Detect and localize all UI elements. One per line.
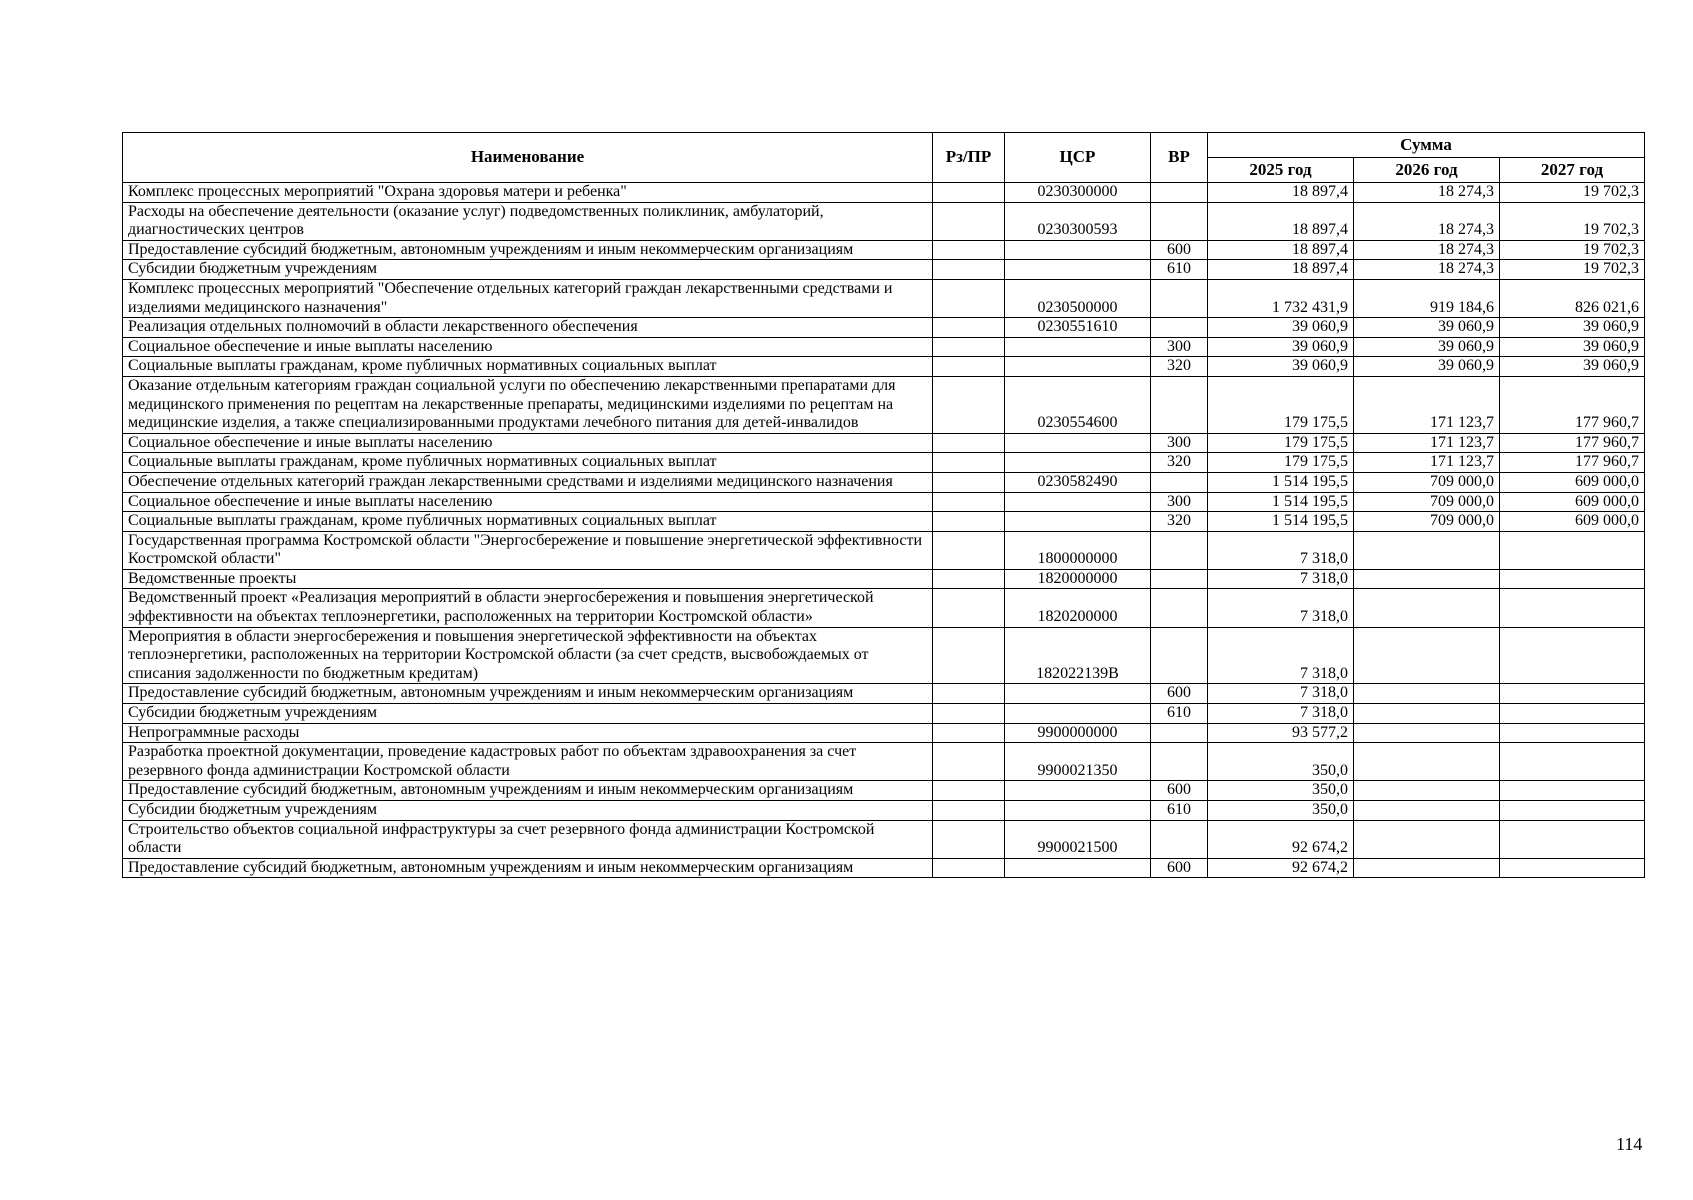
cell-vr	[1151, 820, 1208, 858]
cell-2025: 7 318,0	[1208, 589, 1354, 627]
table-row	[123, 781, 1645, 801]
cell-name: Непрограммные расходы	[123, 723, 933, 743]
cell-2026	[1354, 627, 1500, 684]
cell-csr: 0230500000	[1005, 279, 1151, 317]
cell-2025: 7 318,0	[1208, 627, 1354, 684]
table-row	[123, 512, 1645, 532]
cell-2027: 39 060,9	[1500, 318, 1645, 338]
header-year-2025: 2025 год	[1208, 158, 1354, 183]
cell-rzpr	[933, 453, 1005, 473]
cell-2026: 39 060,9	[1354, 337, 1500, 357]
cell-vr: 610	[1151, 801, 1208, 821]
cell-csr	[1005, 260, 1151, 280]
cell-name: Социальные выплаты гражданам, кроме публичных нормативных социальных выплат	[123, 453, 933, 473]
cell-vr	[1151, 202, 1208, 240]
cell-vr: 320	[1151, 453, 1208, 473]
table-row	[123, 743, 1645, 781]
cell-name: Социальное обеспечение и иные выплаты населению	[123, 337, 933, 357]
cell-vr	[1151, 627, 1208, 684]
cell-2025: 18 897,4	[1208, 202, 1354, 240]
cell-2025: 18 897,4	[1208, 240, 1354, 260]
cell-vr: 600	[1151, 684, 1208, 704]
cell-2025: 1 732 431,9	[1208, 279, 1354, 317]
cell-2025: 179 175,5	[1208, 433, 1354, 453]
cell-name: Оказание отдельным категориям граждан социальной услуги по обеспечению лекарственными препаратами для медицинского применения по рецептам на лекарственные препараты, медицинскими изделиями по рецептам на медицинские изделия, а также специализированными продуктами лечебного питания для детей-инвалидов	[123, 376, 933, 433]
cell-name: Социальные выплаты гражданам, кроме публичных нормативных социальных выплат	[123, 512, 933, 532]
cell-2025: 350,0	[1208, 801, 1354, 821]
cell-csr	[1005, 337, 1151, 357]
cell-name: Субсидии бюджетным учреждениям	[123, 260, 933, 280]
cell-2027	[1500, 723, 1645, 743]
cell-2027: 609 000,0	[1500, 492, 1645, 512]
cell-rzpr	[933, 820, 1005, 858]
cell-2027: 177 960,7	[1500, 453, 1645, 473]
cell-2026	[1354, 723, 1500, 743]
cell-rzpr	[933, 183, 1005, 203]
cell-rzpr	[933, 684, 1005, 704]
cell-2025: 350,0	[1208, 781, 1354, 801]
cell-rzpr	[933, 202, 1005, 240]
cell-vr	[1151, 531, 1208, 569]
cell-rzpr	[933, 279, 1005, 317]
cell-2026	[1354, 569, 1500, 589]
cell-2027: 177 960,7	[1500, 376, 1645, 433]
cell-2026	[1354, 743, 1500, 781]
cell-2027	[1500, 820, 1645, 858]
cell-csr	[1005, 858, 1151, 878]
cell-vr	[1151, 318, 1208, 338]
cell-2027: 19 702,3	[1500, 183, 1645, 203]
table-row	[123, 492, 1645, 512]
cell-2025: 39 060,9	[1208, 318, 1354, 338]
cell-csr	[1005, 704, 1151, 724]
table-row	[123, 723, 1645, 743]
cell-2027: 609 000,0	[1500, 472, 1645, 492]
header-vr: ВР	[1151, 133, 1208, 183]
cell-2027	[1500, 781, 1645, 801]
cell-rzpr	[933, 569, 1005, 589]
cell-csr: 1820200000	[1005, 589, 1151, 627]
cell-rzpr	[933, 781, 1005, 801]
cell-2026: 171 123,7	[1354, 453, 1500, 473]
cell-2027	[1500, 801, 1645, 821]
cell-rzpr	[933, 512, 1005, 532]
cell-rzpr	[933, 376, 1005, 433]
table-row	[123, 337, 1645, 357]
header-year-2027: 2027 год	[1500, 158, 1645, 183]
cell-2025: 7 318,0	[1208, 684, 1354, 704]
cell-2026: 171 123,7	[1354, 433, 1500, 453]
cell-2026	[1354, 858, 1500, 878]
cell-2027: 39 060,9	[1500, 337, 1645, 357]
table-row	[123, 240, 1645, 260]
cell-2026	[1354, 820, 1500, 858]
table-row	[123, 433, 1645, 453]
cell-2025: 179 175,5	[1208, 453, 1354, 473]
header-rzpr: Рз/ПР	[933, 133, 1005, 183]
cell-2025: 39 060,9	[1208, 337, 1354, 357]
table-row	[123, 684, 1645, 704]
cell-csr: 0230300593	[1005, 202, 1151, 240]
cell-vr: 300	[1151, 337, 1208, 357]
cell-vr: 300	[1151, 433, 1208, 453]
cell-name: Ведомственный проект «Реализация мероприятий в области энергосбережения и повышения энергетической эффективности на объектах теплоэнергетики, расположенных на территории Костромской области»	[123, 589, 933, 627]
cell-2025: 179 175,5	[1208, 376, 1354, 433]
cell-2026: 18 274,3	[1354, 183, 1500, 203]
cell-2027: 609 000,0	[1500, 512, 1645, 532]
cell-name: Строительство объектов социальной инфраструктуры за счет резервного фонда администрации Костромской области	[123, 820, 933, 858]
cell-rzpr	[933, 492, 1005, 512]
cell-2025: 18 897,4	[1208, 183, 1354, 203]
cell-csr	[1005, 357, 1151, 377]
cell-name: Субсидии бюджетным учреждениям	[123, 704, 933, 724]
cell-2027	[1500, 704, 1645, 724]
cell-2026: 171 123,7	[1354, 376, 1500, 433]
table-row	[123, 453, 1645, 473]
cell-2027: 826 021,6	[1500, 279, 1645, 317]
cell-2026	[1354, 684, 1500, 704]
table-header	[123, 133, 1645, 183]
cell-vr: 320	[1151, 357, 1208, 377]
cell-name: Ведомственные проекты	[123, 569, 933, 589]
cell-vr	[1151, 743, 1208, 781]
cell-rzpr	[933, 723, 1005, 743]
cell-2025: 350,0	[1208, 743, 1354, 781]
cell-vr: 610	[1151, 704, 1208, 724]
header-name: Наименование	[123, 133, 933, 183]
table-row	[123, 318, 1645, 338]
cell-2026	[1354, 589, 1500, 627]
cell-vr	[1151, 723, 1208, 743]
cell-2025: 93 577,2	[1208, 723, 1354, 743]
cell-2027	[1500, 531, 1645, 569]
cell-2027: 177 960,7	[1500, 433, 1645, 453]
cell-2026: 709 000,0	[1354, 472, 1500, 492]
cell-2026: 709 000,0	[1354, 512, 1500, 532]
cell-name: Предоставление субсидий бюджетным, автономным учреждениям и иным некоммерческим организациям	[123, 240, 933, 260]
cell-vr: 610	[1151, 260, 1208, 280]
cell-2025: 1 514 195,5	[1208, 472, 1354, 492]
cell-2027: 19 702,3	[1500, 260, 1645, 280]
cell-csr	[1005, 240, 1151, 260]
cell-csr	[1005, 453, 1151, 473]
table-row	[123, 569, 1645, 589]
cell-2026: 18 274,3	[1354, 260, 1500, 280]
cell-rzpr	[933, 531, 1005, 569]
budget-table	[122, 132, 1645, 878]
cell-rzpr	[933, 318, 1005, 338]
cell-vr	[1151, 279, 1208, 317]
cell-2025: 7 318,0	[1208, 569, 1354, 589]
cell-2027: 19 702,3	[1500, 240, 1645, 260]
cell-rzpr	[933, 240, 1005, 260]
budget-table-sheet	[122, 132, 1644, 878]
cell-2025: 1 514 195,5	[1208, 492, 1354, 512]
cell-name: Комплекс процессных мероприятий "Обеспечение отдельных категорий граждан лекарственными средствами и изделиями медицинского назначения"	[123, 279, 933, 317]
cell-2026: 709 000,0	[1354, 492, 1500, 512]
cell-csr	[1005, 781, 1151, 801]
cell-rzpr	[933, 704, 1005, 724]
cell-2027	[1500, 589, 1645, 627]
cell-csr: 0230554600	[1005, 376, 1151, 433]
cell-2026	[1354, 531, 1500, 569]
table-row	[123, 858, 1645, 878]
table-body	[123, 183, 1645, 878]
table-row	[123, 279, 1645, 317]
cell-2027: 19 702,3	[1500, 202, 1645, 240]
cell-2026: 18 274,3	[1354, 202, 1500, 240]
cell-csr: 9900000000	[1005, 723, 1151, 743]
cell-vr	[1151, 472, 1208, 492]
cell-rzpr	[933, 472, 1005, 492]
cell-csr: 0230551610	[1005, 318, 1151, 338]
cell-vr: 600	[1151, 858, 1208, 878]
cell-csr	[1005, 801, 1151, 821]
cell-csr	[1005, 492, 1151, 512]
cell-name: Реализация отдельных полномочий в области лекарственного обеспечения	[123, 318, 933, 338]
cell-csr	[1005, 433, 1151, 453]
cell-2027: 39 060,9	[1500, 357, 1645, 377]
cell-name: Расходы на обеспечение деятельности (оказание услуг) подведомственных поликлиник, амбулаторий, диагностических центров	[123, 202, 933, 240]
cell-vr	[1151, 376, 1208, 433]
cell-2026	[1354, 801, 1500, 821]
cell-vr	[1151, 183, 1208, 203]
table-row	[123, 376, 1645, 433]
cell-rzpr	[933, 801, 1005, 821]
cell-2025: 39 060,9	[1208, 357, 1354, 377]
cell-vr: 320	[1151, 512, 1208, 532]
cell-2025: 92 674,2	[1208, 858, 1354, 878]
cell-name: Социальное обеспечение и иные выплаты населению	[123, 433, 933, 453]
cell-2026: 39 060,9	[1354, 357, 1500, 377]
cell-vr: 600	[1151, 781, 1208, 801]
cell-vr: 300	[1151, 492, 1208, 512]
cell-csr	[1005, 512, 1151, 532]
cell-2027	[1500, 627, 1645, 684]
cell-2027	[1500, 743, 1645, 781]
table-row	[123, 589, 1645, 627]
table-row	[123, 820, 1645, 858]
cell-2027	[1500, 684, 1645, 704]
cell-name: Разработка проектной документации, проведение кадастровых работ по объектам здравоохранения за счет резервного фонда администрации Костромской области	[123, 743, 933, 781]
cell-csr: 182022139В	[1005, 627, 1151, 684]
cell-2025: 18 897,4	[1208, 260, 1354, 280]
header-year-2026: 2026 год	[1354, 158, 1500, 183]
cell-2027	[1500, 569, 1645, 589]
cell-csr	[1005, 684, 1151, 704]
cell-name: Государственная программа Костромской области "Энергосбережение и повышение энергетической эффективности Костромской области"	[123, 531, 933, 569]
cell-2026	[1354, 704, 1500, 724]
cell-csr: 1800000000	[1005, 531, 1151, 569]
cell-2026: 18 274,3	[1354, 240, 1500, 260]
cell-name: Социальное обеспечение и иные выплаты населению	[123, 492, 933, 512]
cell-rzpr	[933, 589, 1005, 627]
table-row	[123, 260, 1645, 280]
cell-name: Предоставление субсидий бюджетным, автономным учреждениям и иным некоммерческим организациям	[123, 858, 933, 878]
table-row	[123, 472, 1645, 492]
table-row	[123, 202, 1645, 240]
page-number: 114	[1616, 1134, 1643, 1154]
table-row	[123, 801, 1645, 821]
cell-csr: 0230582490	[1005, 472, 1151, 492]
cell-rzpr	[933, 858, 1005, 878]
cell-2026: 919 184,6	[1354, 279, 1500, 317]
cell-2025: 1 514 195,5	[1208, 512, 1354, 532]
cell-name: Предоставление субсидий бюджетным, автономным учреждениям и иным некоммерческим организациям	[123, 684, 933, 704]
cell-2025: 7 318,0	[1208, 531, 1354, 569]
cell-vr: 600	[1151, 240, 1208, 260]
cell-vr	[1151, 589, 1208, 627]
table-row	[123, 704, 1645, 724]
cell-rzpr	[933, 337, 1005, 357]
cell-2025: 7 318,0	[1208, 704, 1354, 724]
cell-rzpr	[933, 357, 1005, 377]
cell-2027	[1500, 858, 1645, 878]
cell-name: Субсидии бюджетным учреждениям	[123, 801, 933, 821]
cell-csr: 0230300000	[1005, 183, 1151, 203]
header-sum: Сумма	[1208, 133, 1645, 158]
cell-name: Мероприятия в области энергосбережения и повышения энергетической эффективности на объектах теплоэнергетики, расположенных на территории Костромской области (за счет средств, высвобождаемых от списания задолженности по бюджетным кредитам)	[123, 627, 933, 684]
table-row	[123, 357, 1645, 377]
table-row	[123, 183, 1645, 203]
cell-csr: 9900021350	[1005, 743, 1151, 781]
cell-name: Предоставление субсидий бюджетным, автономным учреждениям и иным некоммерческим организациям	[123, 781, 933, 801]
cell-2025: 92 674,2	[1208, 820, 1354, 858]
cell-rzpr	[933, 433, 1005, 453]
cell-2026: 39 060,9	[1354, 318, 1500, 338]
cell-2026	[1354, 781, 1500, 801]
table-row	[123, 627, 1645, 684]
cell-name: Социальные выплаты гражданам, кроме публичных нормативных социальных выплат	[123, 357, 933, 377]
cell-rzpr	[933, 260, 1005, 280]
cell-rzpr	[933, 743, 1005, 781]
cell-csr: 1820000000	[1005, 569, 1151, 589]
cell-name: Комплекс процессных мероприятий "Охрана здоровья матери и ребенка"	[123, 183, 933, 203]
cell-name: Обеспечение отдельных категорий граждан лекарственными средствами и изделиями медицинского назначения	[123, 472, 933, 492]
table-row	[123, 531, 1645, 569]
cell-vr	[1151, 569, 1208, 589]
cell-csr: 9900021500	[1005, 820, 1151, 858]
cell-rzpr	[933, 627, 1005, 684]
header-csr: ЦСР	[1005, 133, 1151, 183]
